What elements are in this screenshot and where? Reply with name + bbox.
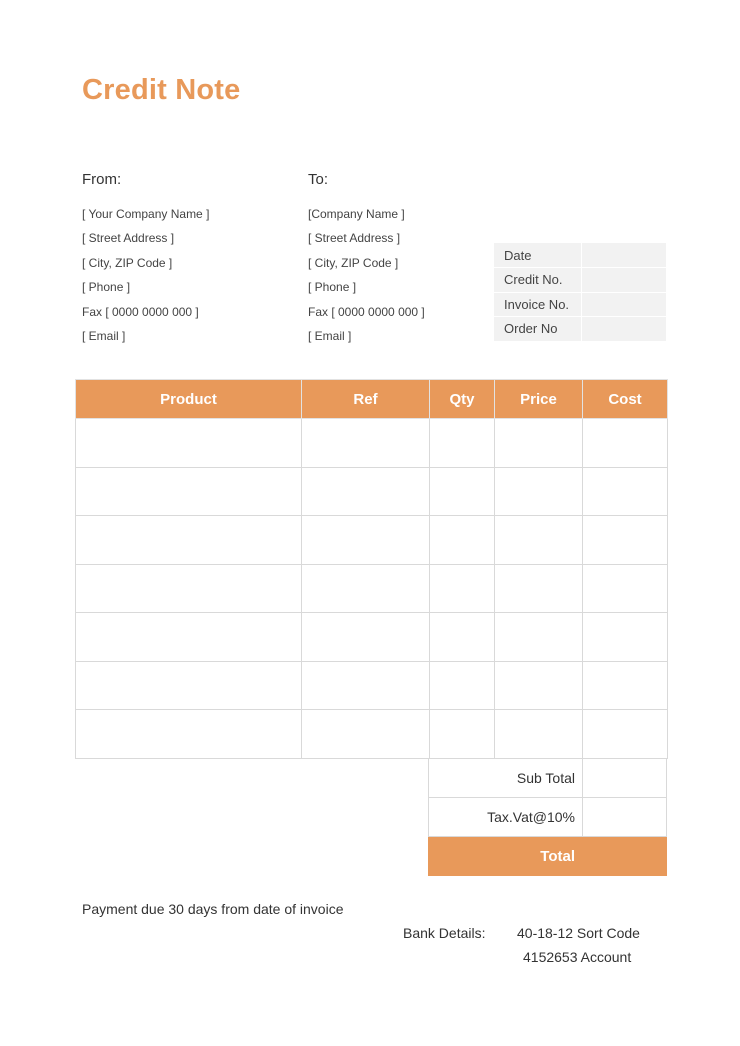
- cell-product[interactable]: [76, 710, 302, 759]
- table-row: [76, 467, 668, 516]
- to-heading: To:: [308, 171, 329, 188]
- cell-ref[interactable]: [302, 710, 430, 759]
- from-company-name: [ Your Company Name ]: [82, 207, 210, 221]
- from-street-address: [ Street Address ]: [82, 231, 175, 246]
- from-fax: Fax [ 0000 0000 000 ]: [82, 304, 199, 319]
- cell-cost[interactable]: [583, 710, 668, 759]
- from-city-zip: [ City, ZIP Code ]: [82, 255, 173, 270]
- to-phone: [ Phone ]: [308, 280, 357, 295]
- column-header-price: Price: [495, 380, 583, 419]
- cell-price[interactable]: [495, 419, 583, 468]
- meta-value-credit-no[interactable]: [581, 268, 666, 293]
- from-phone: [ Phone ]: [82, 280, 131, 295]
- cell-qty[interactable]: [430, 467, 495, 516]
- cell-cost[interactable]: [583, 516, 668, 565]
- cell-price[interactable]: [495, 661, 583, 710]
- cell-ref[interactable]: [302, 467, 430, 516]
- tax-label: Tax.Vat@10%: [429, 798, 583, 837]
- cell-qty[interactable]: [430, 564, 495, 613]
- cell-qty[interactable]: [430, 661, 495, 710]
- cell-price[interactable]: [495, 564, 583, 613]
- cell-product[interactable]: [76, 516, 302, 565]
- table-row: [76, 661, 668, 710]
- table-row: [76, 613, 668, 662]
- total-label: Total: [429, 837, 583, 876]
- subtotal-label: Sub Total: [429, 759, 583, 798]
- meta-value-invoice-no[interactable]: [581, 292, 666, 317]
- bank-details-label: Bank Details:: [403, 925, 486, 941]
- from-heading: From:: [82, 171, 122, 188]
- subtotal-row: [429, 759, 667, 798]
- from-email: [ Email ]: [82, 328, 126, 343]
- meta-label-invoice-no: Invoice No.: [494, 292, 581, 317]
- cell-qty[interactable]: [430, 613, 495, 662]
- subtotal-value[interactable]: [583, 759, 667, 798]
- to-fax: Fax [ 0000 0000 000 ]: [308, 304, 425, 319]
- column-header-cost: Cost: [583, 380, 668, 419]
- to-city-zip: [ City, ZIP Code ]: [308, 255, 399, 270]
- cell-ref[interactable]: [302, 661, 430, 710]
- cell-product[interactable]: [76, 564, 302, 613]
- meta-table: [494, 243, 666, 342]
- column-header-qty: Qty: [430, 380, 495, 419]
- cell-qty[interactable]: [430, 419, 495, 468]
- cell-price[interactable]: [495, 516, 583, 565]
- tax-row: [429, 798, 667, 837]
- totals-table: [428, 758, 667, 876]
- meta-row-credit-no: [494, 268, 666, 293]
- column-header-product: Product: [76, 380, 302, 419]
- meta-row-order-no: [494, 317, 666, 342]
- cell-product[interactable]: [76, 613, 302, 662]
- cell-qty[interactable]: [430, 516, 495, 565]
- to-street-address: [ Street Address ]: [308, 231, 401, 246]
- cell-product[interactable]: [76, 419, 302, 468]
- table-row: [76, 419, 668, 468]
- cell-ref[interactable]: [302, 613, 430, 662]
- cell-ref[interactable]: [302, 564, 430, 613]
- cell-price[interactable]: [495, 710, 583, 759]
- payment-note: Payment due 30 days from date of invoice: [82, 901, 344, 917]
- column-header-ref: Ref: [302, 380, 430, 419]
- total-value[interactable]: [583, 837, 667, 876]
- from-block: [82, 170, 209, 348]
- to-block: [308, 170, 425, 348]
- meta-label-credit-no: Credit No.: [494, 268, 581, 293]
- cell-cost[interactable]: [583, 613, 668, 662]
- cell-price[interactable]: [495, 467, 583, 516]
- table-row: [76, 516, 668, 565]
- cell-qty[interactable]: [430, 710, 495, 759]
- bank-sort-code: 40-18-12 Sort Code: [517, 925, 640, 941]
- document-title: Credit Note: [82, 74, 241, 106]
- items-table: [75, 379, 668, 759]
- cell-cost[interactable]: [583, 661, 668, 710]
- meta-value-date[interactable]: [581, 243, 666, 268]
- cell-ref[interactable]: [302, 516, 430, 565]
- cell-product[interactable]: [76, 467, 302, 516]
- meta-label-order-no: Order No: [494, 317, 581, 342]
- items-header-row: [76, 380, 668, 419]
- cell-cost[interactable]: [583, 564, 668, 613]
- cell-ref[interactable]: [302, 419, 430, 468]
- cell-cost[interactable]: [583, 467, 668, 516]
- table-row: [76, 710, 668, 759]
- to-company-name: [Company Name ]: [308, 207, 405, 221]
- to-email: [ Email ]: [308, 328, 352, 343]
- meta-value-order-no[interactable]: [581, 317, 666, 342]
- cell-product[interactable]: [76, 661, 302, 710]
- meta-row-invoice-no: [494, 292, 666, 317]
- tax-value[interactable]: [583, 798, 667, 837]
- table-row: [76, 564, 668, 613]
- meta-label-date: Date: [494, 243, 581, 268]
- meta-row-date: [494, 243, 666, 268]
- bank-account: 4152653 Account: [523, 949, 632, 965]
- cell-cost[interactable]: [583, 419, 668, 468]
- cell-price[interactable]: [495, 613, 583, 662]
- total-row: [429, 837, 667, 876]
